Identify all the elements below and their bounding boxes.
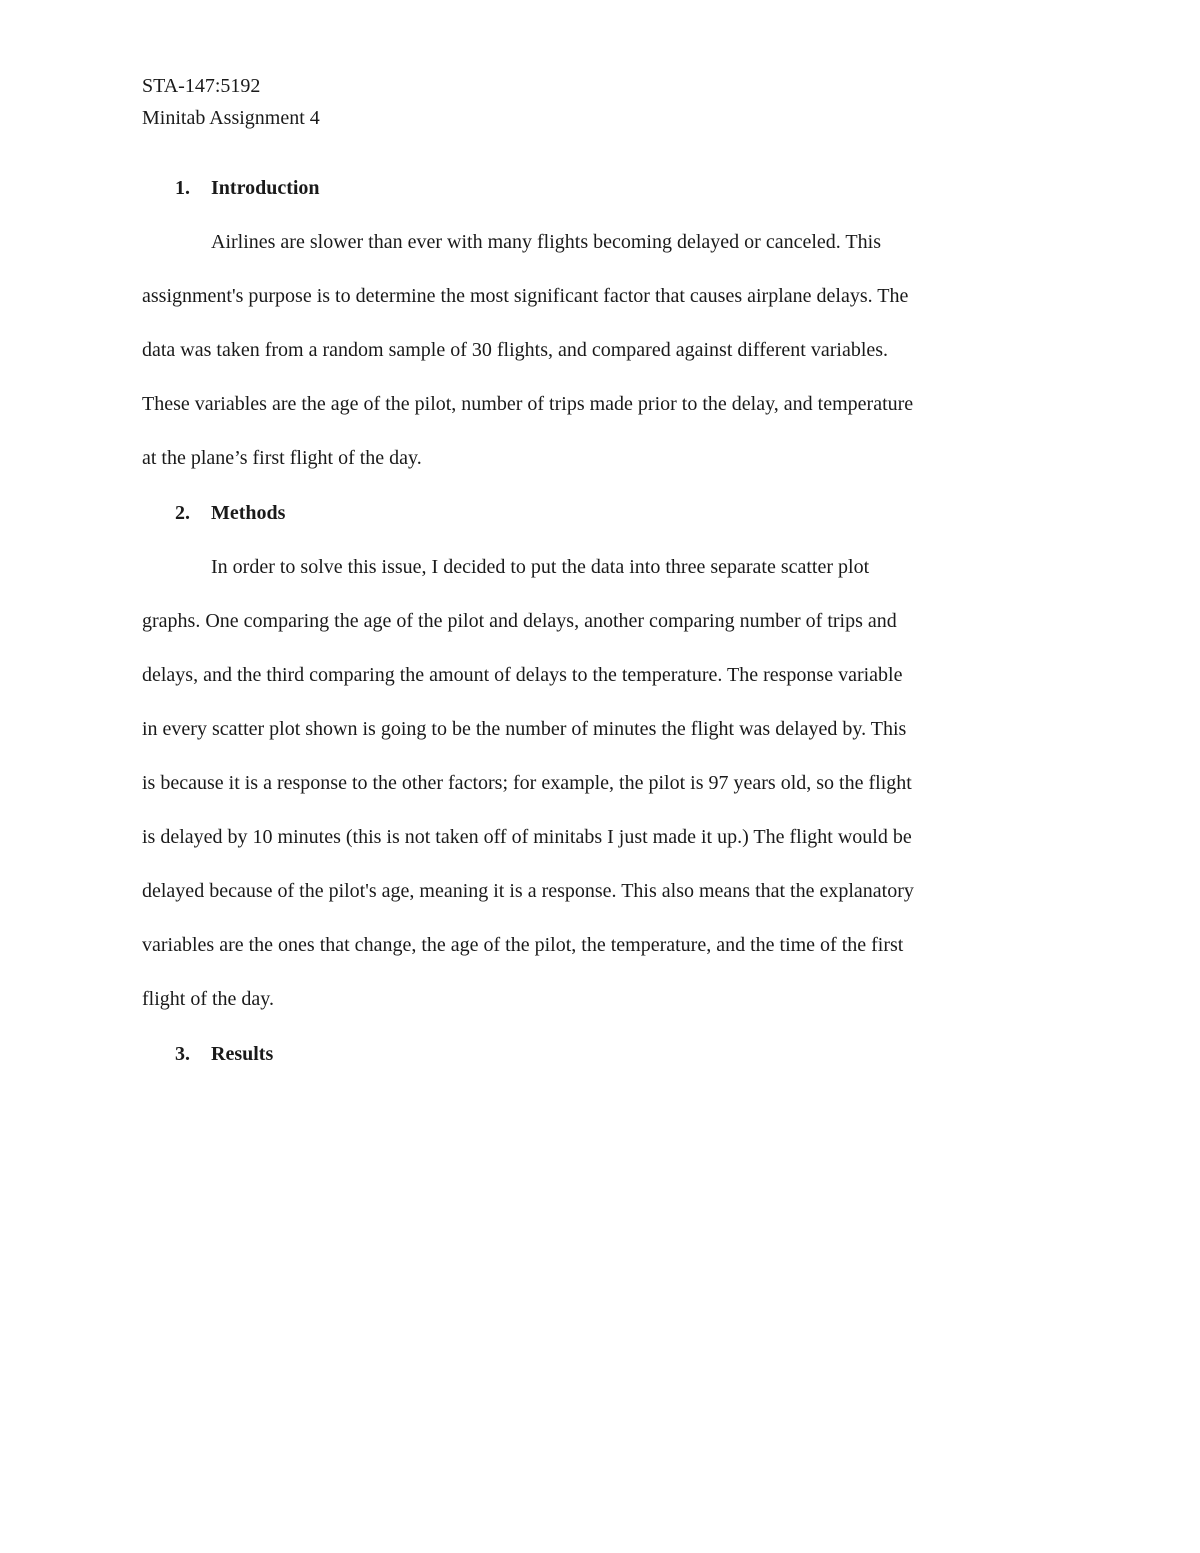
section-number: 1. [175, 177, 190, 199]
paragraph-line: in every scatter plot shown is going to be the number of minutes the flight was delayed by. This [142, 718, 907, 740]
section-title: Methods [211, 502, 286, 524]
paragraph-line: delayed because of the pilot's age, meaning it is a response. This also means that the explanatory [142, 880, 914, 902]
assignment-title: Minitab Assignment 4 [142, 107, 320, 129]
paragraph-line: flight of the day. [142, 988, 275, 1010]
paragraph-line: is because it is a response to the other factors; for example, the pilot is 97 years old, so the flight [142, 772, 912, 794]
paragraph-line: These variables are the age of the pilot, number of trips made prior to the delay, and temperature [142, 393, 914, 415]
paragraph-line: at the plane’s first flight of the day. [142, 447, 422, 469]
paragraph-line: graphs. One comparing the age of the pilot and delays, another comparing number of trips and [142, 610, 897, 632]
course-code: STA-147:5192 [142, 75, 261, 97]
paragraph-line: data was taken from a random sample of 30 flights, and compared against different variables. [142, 339, 889, 361]
paragraph-line: Airlines are slower than ever with many flights becoming delayed or canceled. This [211, 231, 881, 253]
section-title: Introduction [211, 177, 320, 199]
paragraph-line: assignment's purpose is to determine the most significant factor that causes airplane delays. The [142, 285, 909, 307]
paragraph-line: delays, and the third comparing the amount of delays to the temperature. The response variable [142, 664, 903, 686]
section-number: 3. [175, 1043, 190, 1065]
section-heading-methods [175, 501, 285, 525]
section-heading-introduction [175, 176, 320, 200]
paragraph-line: variables are the ones that change, the age of the pilot, the temperature, and the time of the first [142, 934, 904, 956]
paragraph-line: In order to solve this issue, I decided to put the data into three separate scatter plot [211, 556, 870, 578]
section-title: Results [211, 1043, 274, 1065]
section-heading-results [175, 1042, 273, 1066]
paragraph-line: is delayed by 10 minutes (this is not taken off of minitabs I just made it up.) The flight would be [142, 826, 912, 848]
section-number: 2. [175, 502, 190, 524]
